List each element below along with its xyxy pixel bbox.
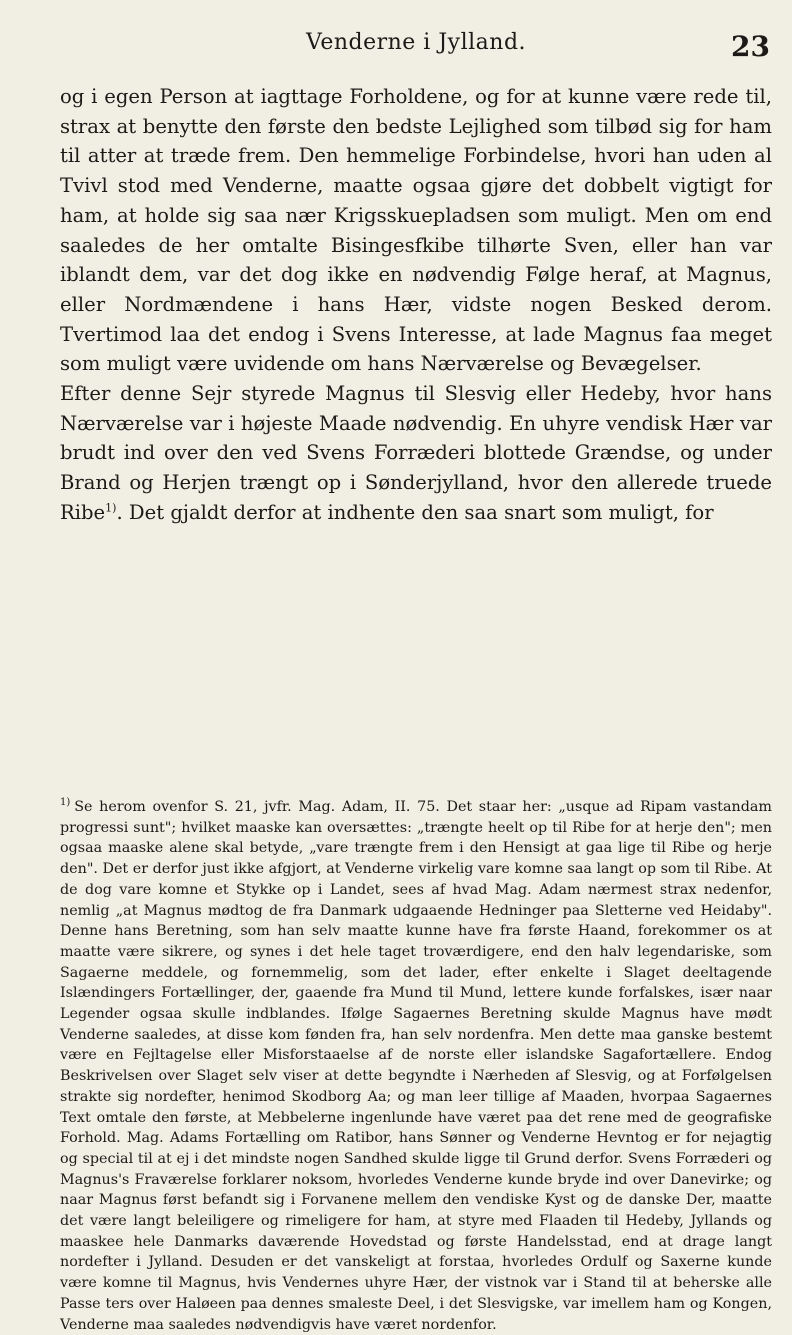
- paragraph-2: [60, 379, 772, 528]
- main-text: [60, 82, 772, 528]
- footnotes: [60, 797, 772, 1335]
- paragraph-2-end: . Det gjaldt derfor at indhente den saa snart som muligt, for: [116, 500, 714, 524]
- running-head: Venderne i Jylland.: [305, 30, 527, 55]
- footnote-reference[interactable]: 1): [105, 501, 117, 515]
- footnote-text: Se herom ovenfor S. 21, jvfr. Mag. Adam, II. 75. Det staar her: „usque ad Ripam vastandam progressi sunt"; hvilket maaske kan oversættes: „trængte heelt op til Ribe for at herje den"; men ogsaa maaske alene skal betyde, „vare trængte frem i den Hensigt at gaa lige til Ribe og herje den". Det er derfor just ikke afgjort, at Venderne virkelig vare komne saa langt op som til Ribe. At de dog vare komne et Stykke op i Landet, sees af hvad Mag. Adam nærmest strax nedenfor, nemlig „at Magnus mødtog de fra Danmark udgaaende Hedninger paa Sletterne ved Heidaby". Denne hans Beretning, som han selv maatte kunne have fra første Haand, forekommer os at maatte være sikrere, og synes i det hele taget troværdigere, end den halv legendariske, som Sagaerne meddele, og fornemmelig, som det lader, efter enkelte i Slaget deeltagende Islændingers Fortællinger, der, gaaende fra Mund til Mund, lettere kunde forfalskes, især naar Legender ogsaa skulle indblandes. Ifølge Sagaernes Beretning skulde Magnus have mødt Venderne saaledes, at disse kom fønden fra, han selv nordenfra. Men dette maa ganske bestemt være en Fejltagelse eller Misforstaaelse af de norste eller islandske Sagafortællere. Endog Beskrivelsen over Slaget selv viser at dette begyndte i Nærheden af Slesvig, og at Forfølgelsen strakte sig nordefter, henimod Skodborg Aa; og man leer tillige af Maaden, hvorpaa Sagaernes Text omtale den første, at Mebbelerne ingenlunde have været paa det rene med de geografiske Forhold. Mag. Adams Fortælling om Ratibor, hans Sønner og Venderne Hevntog er for nejagtig og special til at ej i det mindste nogen Sandhed skulde ligge til Grund derfor. Svens Forræderi og Magnus's Fraværelse forklarer noksom, hvorledes Venderne kunde bryde ind over Danevirke; og naar Magnus først befandt sig i Forvanene mellem den vendiske Kyst og de danske Der, maatte det være langt beleiligere og rimeligere for ham, at styre med Flaaden til Hedeby, Jyllands og maaskee hele Danmarks daværende Hovedstad og første Handelsstad, end at drage langt nordefter i Jylland. Desuden er det vanskeligt at forstaa, hvorledes Ordulf og Saxerne kunde være komne til Magnus, hvis Vendernes uhyre Hær, der vistnok var i Stand til at beherske alle Passe ters over Haløeen paa dennes smaleste Deel, i det Slesvigske, var imellem ham og Kongen, Venderne maa saaledes nødvendigvis have været nordenfor.: [60, 799, 772, 1333]
- paragraph-2-text: Efter denne Sejr styrede Magnus til Slesvig eller Hedeby, hvor hans Nærværelse var i højeste Maade nødvendig. En uhyre vendisk Hær var brudt ind over den ved Svens Forræderi blottede Grændse, og under Brand og Herjen trængt op i Sønderjylland, hvor den allerede truede Ribe: [60, 382, 772, 524]
- paragraph-1: og i egen Person at iagttage Forholdene, og for at kunne være rede til, strax at benytte den første den bedste Lejlighed som tilbød sig for ham til atter at træde frem. Den hemmelige Forbindelse, hvori han uden al Tvivl stod med Venderne, maatte ogsaa gjøre det dobbelt vigtigt for ham, at holde sig saa nær Krigsskuepladsen som muligt. Men om end saaledes de her omtalte Bisingesfkibe tilhørte Sven, eller han var iblandt dem, var det dog ikke en nødvendig Følge heraf, at Magnus, eller Nordmændene i hans Hær, vidste nogen Besked derom. Tvertimod laa det endog i Svens Interesse, at lade Magnus faa meget som muligt være uvidende om hans Nærværelse og Bevægelser.: [60, 85, 772, 376]
- footnote-mark: 1): [60, 797, 71, 809]
- page-number: 23: [731, 30, 770, 63]
- footnote-1: [60, 797, 772, 1335]
- page-header: [60, 30, 772, 64]
